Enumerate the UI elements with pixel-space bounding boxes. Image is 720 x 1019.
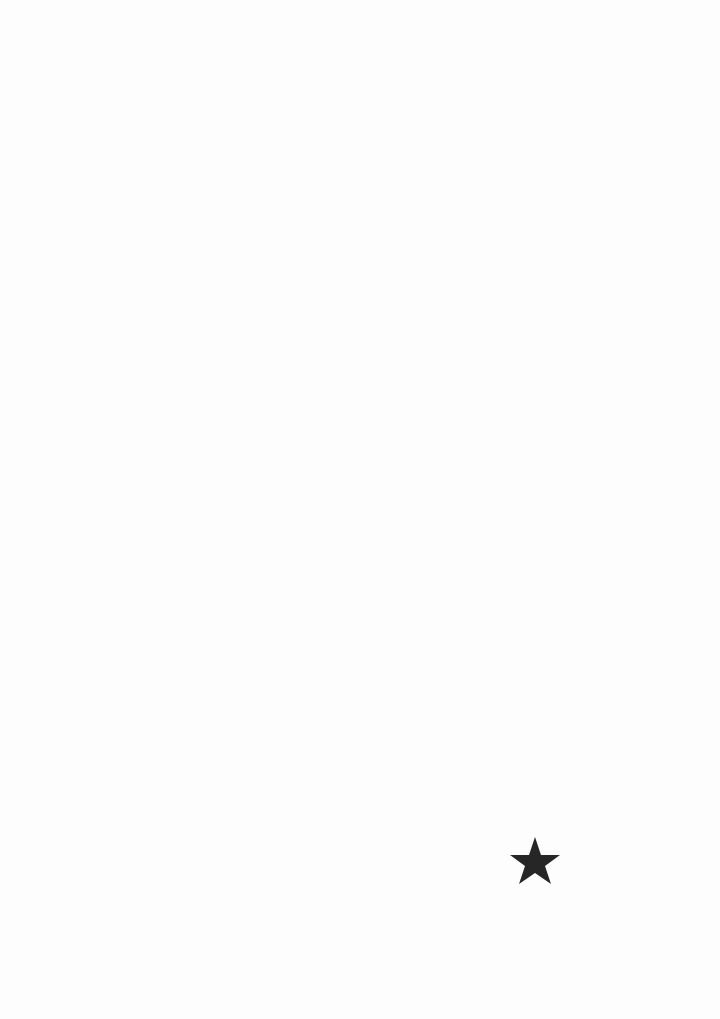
star-icon	[510, 837, 560, 884]
official-seal	[460, 785, 610, 935]
